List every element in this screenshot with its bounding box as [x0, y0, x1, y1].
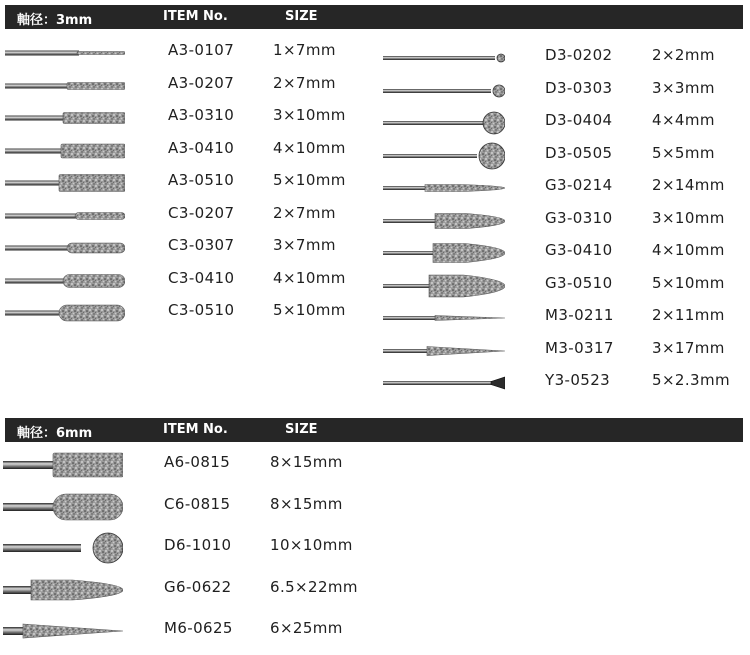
item-code: A3-0107: [168, 41, 235, 59]
item-code: A3-0310: [168, 106, 235, 124]
bur-tool-image: [5, 200, 125, 232]
item-size: 6.5×22mm: [270, 577, 358, 596]
item-code: C3-0410: [168, 268, 235, 287]
product-row: [5, 135, 375, 167]
item-code: A3-0510: [168, 171, 235, 189]
bur-tool-image: [5, 297, 125, 329]
bur-tool-image: [5, 37, 125, 69]
item-code: D3-0202: [545, 46, 613, 64]
shaft-diameter-label: 軸径：6mm: [17, 426, 93, 441]
item-size: 3×3mm: [652, 78, 715, 97]
section-6mm-header: [5, 418, 743, 442]
bur-tool-image: [383, 335, 505, 367]
size-column-header: SIZE: [285, 422, 318, 437]
item-code: G3-0214: [545, 176, 613, 194]
item-size: 3×10mm: [652, 208, 725, 227]
item-code: G6-0622: [164, 577, 232, 596]
product-row: [5, 297, 375, 329]
item-code: D6-1010: [164, 536, 232, 554]
bur-tool-image: [3, 532, 123, 564]
item-size: 8×15mm: [270, 453, 343, 471]
item-size: 5×10mm: [273, 171, 346, 189]
product-row: [5, 70, 375, 102]
product-row: [383, 42, 743, 74]
product-row: [383, 335, 743, 367]
bur-tool-image: [5, 102, 125, 134]
product-row: [5, 102, 375, 134]
item-size: 1×7mm: [273, 41, 336, 59]
item-code: C3-0510: [168, 301, 235, 319]
bur-tool-image: [5, 265, 125, 297]
item-code: C3-0307: [168, 236, 235, 254]
bur-tool-image: [383, 172, 505, 204]
item-size: 4×10mm: [273, 138, 346, 157]
product-row: [3, 574, 383, 606]
item-size: 2×11mm: [652, 306, 725, 324]
item-code: M3-0211: [545, 306, 614, 324]
product-row: [5, 167, 375, 199]
product-row: [383, 140, 743, 172]
item-size: 4×10mm: [273, 268, 346, 287]
item-code: M3-0317: [545, 338, 614, 357]
item-size: 5×10mm: [273, 301, 346, 319]
item-code: A3-0207: [168, 73, 235, 92]
product-row: [3, 532, 383, 564]
item-size: 5×2.3mm: [652, 371, 730, 389]
item-size: 4×4mm: [652, 111, 715, 129]
item-size: 6×25mm: [270, 619, 343, 637]
bur-tool-image: [3, 615, 123, 647]
bur-tool-image: [5, 135, 125, 167]
product-row: [3, 449, 383, 481]
item-code: Y3-0523: [545, 371, 611, 389]
bur-tool-image: [383, 42, 505, 74]
product-row: [383, 302, 743, 334]
item-size: 2×14mm: [652, 176, 725, 194]
item-code: G3-0310: [545, 208, 613, 227]
item-size: 3×7mm: [273, 236, 336, 254]
bur-tool-image: [383, 270, 505, 302]
item-size: 5×10mm: [652, 273, 725, 292]
bur-tool-image: [383, 205, 505, 237]
item-size: 10×10mm: [270, 536, 353, 554]
product-row: [383, 107, 743, 139]
product-row: [5, 232, 375, 264]
item-code: C6-0815: [164, 494, 231, 513]
bur-tool-image: [3, 449, 123, 481]
bur-tool-image: [3, 574, 123, 606]
product-row: [5, 265, 375, 297]
product-row: [3, 491, 383, 523]
bur-tool-image: [383, 75, 505, 107]
item-code: D3-0505: [545, 143, 613, 162]
item-code: C3-0207: [168, 203, 235, 222]
product-row: [5, 37, 375, 69]
item-code: G3-0510: [545, 273, 613, 292]
product-row: [383, 205, 743, 237]
section-3mm-header: [5, 5, 743, 29]
item-no-column-header: ITEM No.: [163, 422, 228, 437]
item-code: D3-0404: [545, 111, 613, 129]
product-row: [383, 172, 743, 204]
bur-tool-image: [383, 140, 505, 172]
bur-tool-image: [383, 367, 505, 399]
product-row: [383, 75, 743, 107]
bur-tool-image: [383, 237, 505, 269]
item-no-column-header: ITEM No.: [163, 9, 228, 24]
item-size: 5×5mm: [652, 143, 715, 162]
item-size: 2×7mm: [273, 203, 336, 222]
item-code: D3-0303: [545, 78, 613, 97]
product-row: [5, 200, 375, 232]
item-size: 2×2mm: [652, 46, 715, 64]
bur-tool-image: [383, 302, 505, 334]
bur-tool-image: [5, 70, 125, 102]
product-row: [3, 615, 383, 647]
item-size: 3×17mm: [652, 338, 725, 357]
product-row: [383, 367, 743, 399]
item-code: G3-0410: [545, 241, 613, 259]
item-code: A3-0410: [168, 138, 235, 157]
product-row: [383, 237, 743, 269]
item-size: 4×10mm: [652, 241, 725, 259]
bur-tool-image: [3, 491, 123, 523]
bur-tool-image: [5, 232, 125, 264]
item-code: M6-0625: [164, 619, 233, 637]
shaft-diameter-label: 軸径：3mm: [17, 13, 93, 28]
size-column-header: SIZE: [285, 9, 318, 24]
bur-tool-image: [5, 167, 125, 199]
bur-tool-image: [383, 107, 505, 139]
item-code: A6-0815: [164, 453, 231, 471]
item-size: 8×15mm: [270, 494, 343, 513]
item-size: 3×10mm: [273, 106, 346, 124]
item-size: 2×7mm: [273, 73, 336, 92]
product-row: [383, 270, 743, 302]
